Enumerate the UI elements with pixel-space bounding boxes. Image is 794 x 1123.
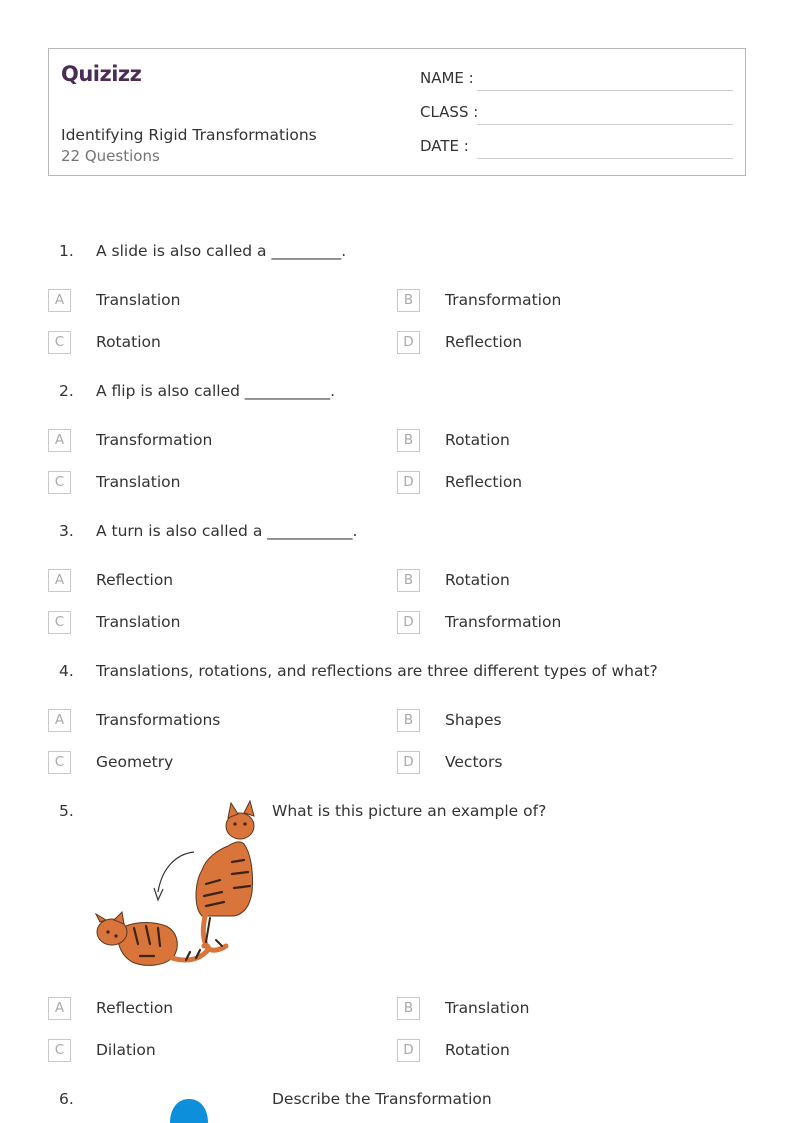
option-letter-box[interactable]: C: [48, 751, 71, 774]
option-label: Translation: [445, 999, 530, 1017]
class-field[interactable]: [477, 124, 733, 125]
question-5-text: What is this picture an example of?: [272, 802, 547, 820]
class-label: CLASS :: [420, 103, 479, 121]
option-letter-box[interactable]: A: [48, 709, 71, 732]
option-letter-box[interactable]: C: [48, 471, 71, 494]
option-label: Rotation: [445, 1041, 510, 1059]
option-letter-box[interactable]: B: [397, 569, 420, 592]
option-letter-box[interactable]: D: [397, 1039, 420, 1062]
option-letter-box[interactable]: D: [397, 331, 420, 354]
option-letter-box[interactable]: D: [397, 611, 420, 634]
option-letter-box[interactable]: A: [48, 429, 71, 452]
option-label: Geometry: [96, 753, 174, 771]
cat-rotated: [96, 912, 208, 965]
option-label: Vectors: [445, 753, 503, 771]
question-3-text: A turn is also called a ___________.: [96, 522, 358, 540]
option-letter-box[interactable]: A: [48, 569, 71, 592]
option-label: Translation: [96, 473, 181, 491]
option-letter-box[interactable]: C: [48, 611, 71, 634]
option-letter-box[interactable]: C: [48, 331, 71, 354]
rotation-arrow: [158, 852, 194, 892]
option-label: Shapes: [445, 711, 502, 729]
option-letter-box[interactable]: D: [397, 751, 420, 774]
name-label: NAME :: [420, 69, 474, 87]
option-label: Transformation: [445, 613, 562, 631]
option-label: Rotation: [96, 333, 161, 351]
cat-upright: [196, 801, 254, 950]
question-6-text: Describe the Transformation: [272, 1090, 492, 1108]
question-4-number: 4.: [59, 662, 74, 680]
name-field[interactable]: [477, 90, 733, 91]
option-label: Reflection: [96, 999, 174, 1017]
option-label: Translation: [96, 291, 181, 309]
option-letter-box[interactable]: B: [397, 429, 420, 452]
question-6-number: 6.: [59, 1090, 74, 1108]
option-label: Rotation: [445, 431, 510, 449]
worksheet-title: Identifying Rigid Transformations: [61, 126, 317, 144]
option-letter-box[interactable]: B: [397, 289, 420, 312]
question-1-text: A slide is also called a _________.: [96, 242, 347, 260]
option-letter-box[interactable]: B: [397, 709, 420, 732]
question-1-number: 1.: [59, 242, 74, 260]
option-label: Reflection: [96, 571, 174, 589]
option-letter-box[interactable]: C: [48, 1039, 71, 1062]
question-3-number: 3.: [59, 522, 74, 540]
question-4-text: Translations, rotations, and reflections are three different types of what?: [96, 662, 658, 680]
option-letter-box[interactable]: D: [397, 471, 420, 494]
question-2-text: A flip is also called ___________.: [96, 382, 336, 400]
svg-text:Quizizz: Quizizz: [61, 62, 142, 86]
question-count: 22 Questions: [61, 147, 160, 165]
option-letter-box[interactable]: A: [48, 289, 71, 312]
option-letter-box[interactable]: A: [48, 997, 71, 1020]
worksheet-header: [48, 48, 746, 176]
option-letter-box[interactable]: B: [397, 997, 420, 1020]
option-label: Rotation: [445, 571, 510, 589]
option-label: Reflection: [445, 473, 523, 491]
blue-shape-image: [168, 1096, 210, 1123]
option-label: Transformation: [96, 431, 213, 449]
question-5-number: 5.: [59, 802, 74, 820]
date-label: DATE :: [420, 137, 469, 155]
option-label: Transformations: [96, 711, 221, 729]
rotated-cat-image: [94, 800, 260, 976]
quizizz-logo: [61, 58, 153, 88]
question-2-number: 2.: [59, 382, 74, 400]
option-label: Translation: [96, 613, 181, 631]
option-label: Transformation: [445, 291, 562, 309]
option-label: Reflection: [445, 333, 523, 351]
option-label: Dilation: [96, 1041, 156, 1059]
date-field[interactable]: [477, 158, 733, 159]
